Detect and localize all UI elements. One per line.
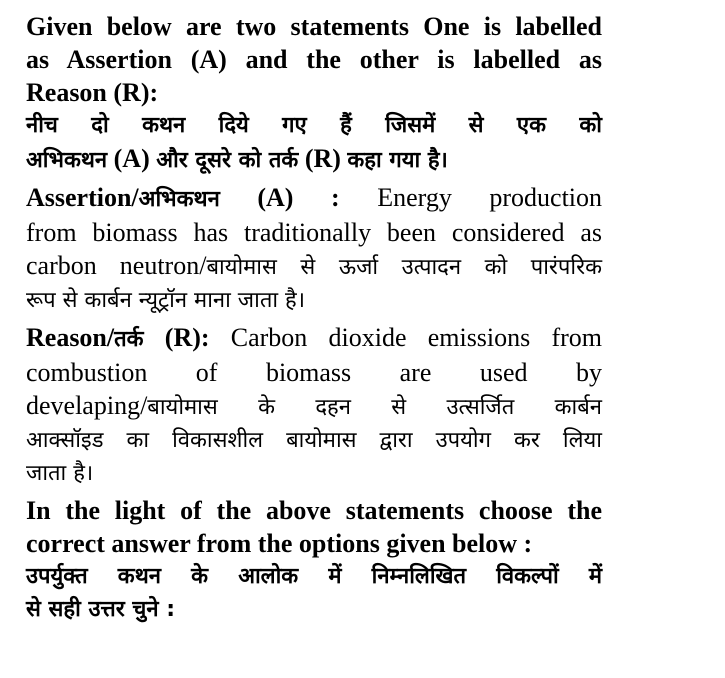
intro-hindi-fragment-b: और दूसरे को तर्क xyxy=(156,148,299,173)
intro-line-2: as Assertion (A) and the other is labelled as xyxy=(26,45,602,74)
reason-line-5: जाता है। xyxy=(26,461,94,486)
assertion-line-2: from biomass has traditionally been considered as xyxy=(26,218,602,247)
assertion-tag: (A) xyxy=(257,183,294,212)
intro-line-3: Reason (R): xyxy=(26,78,159,107)
reason-line-3-hi: बायोमास के दहन से उत्सर्जित कार्बन xyxy=(147,395,602,420)
intro-line-1: Given below are two statements One is labelled xyxy=(26,12,602,41)
intro-tag-r: (R) xyxy=(304,144,341,173)
assertion-label-en: Assertion/ xyxy=(26,183,139,212)
assertion-line-3 xyxy=(26,249,602,284)
question-text xyxy=(26,10,602,626)
assertion-line-3-en: carbon neutron/ xyxy=(26,251,207,280)
assertion-line-1 xyxy=(26,181,602,216)
reason-line-3-en: develaping/ xyxy=(26,391,148,420)
intro-hindi-line-1: नीच दो कथन दिये गए हैं जिसमें से एक को xyxy=(26,113,602,138)
reason-tag: (R): xyxy=(164,323,210,352)
question-hindi-line-2: से सही उत्तर चुने : xyxy=(26,597,175,622)
intro-hindi-fragment-a: अभिकथन xyxy=(26,148,108,173)
assertion-line-3-hi: बायोमास से ऊर्जा उत्पादन को पारंपरिक xyxy=(206,255,603,280)
question-line-1: In the light of the above statements choose the xyxy=(26,496,602,525)
reason-label-hi: तर्क xyxy=(114,327,144,352)
assertion-text-start: Energy production xyxy=(377,183,603,212)
assertion-line-4: रूप से कार्बन न्यूट्रॉन माना जाता है। xyxy=(26,288,306,313)
assertion-label-hi: अभिकथन xyxy=(138,187,220,212)
question-hindi-line-1: उपर्युक्त कथन के आलोक में निम्नलिखित विकल्पों में xyxy=(26,564,602,589)
question-line-2: correct answer from the options given below : xyxy=(26,529,533,558)
intro-hindi-line-2 xyxy=(26,142,602,177)
intro-tag-a: (A) xyxy=(113,144,150,173)
reason-text-start: Carbon dioxide emissions from xyxy=(230,323,603,352)
reason-line-4: आक्सॉइड का विकासशील बायोमास द्वारा उपयोग कर लिया xyxy=(26,428,602,453)
assertion-colon: : xyxy=(331,183,340,212)
reason-line-2: combustion of biomass are used by xyxy=(26,358,602,387)
reason-line-3 xyxy=(26,389,602,424)
reason-line-1 xyxy=(26,321,602,356)
reason-label-en: Reason/ xyxy=(26,323,115,352)
intro-hindi-fragment-c: कहा गया है। xyxy=(347,148,448,173)
